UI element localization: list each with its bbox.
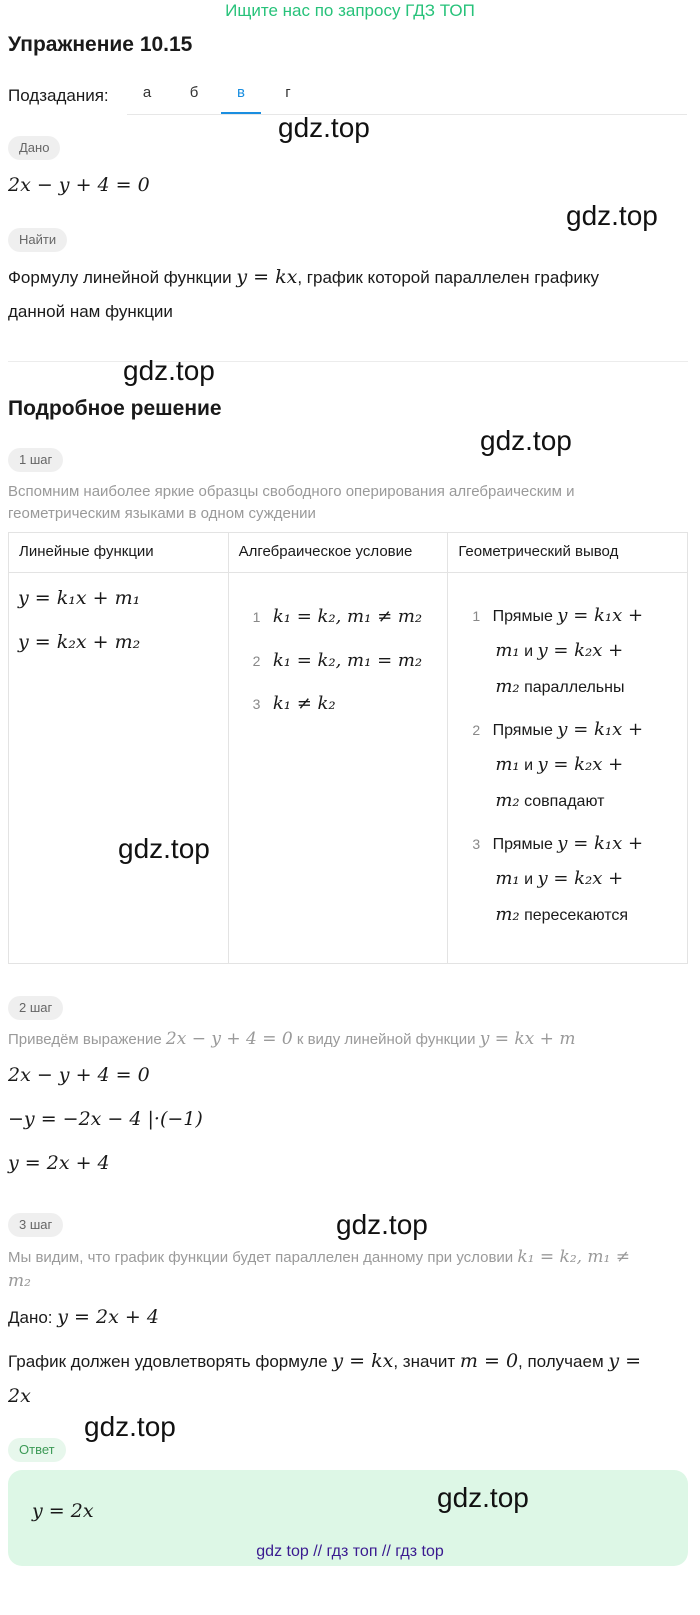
conclusion-m1: m₁ [495,640,520,661]
step2-intro-mid: к виду линейной функции [296,1031,476,1048]
conclusion-and: и [524,643,533,660]
footer-links[interactable]: gdz top // гдз топ // гдз top [256,1543,444,1560]
conclusion-item-line2 [495,640,623,661]
conclusion-item-line2 [495,754,623,775]
conditions-table [8,532,688,964]
conclusion-m1: m₁ [495,868,520,889]
step1-text-line1: Вспомним наиболее яркие образцы свободного оперирования алгебраическим и [8,483,575,500]
condition-item [253,650,423,671]
conclusion-eq2: y = k₂x + [537,868,624,889]
conclusion-and: и [524,871,533,888]
conclusion-word: Прямые [492,722,553,739]
function-2: y = k₂x + m₂ [18,631,141,653]
conclusions-cell [448,573,688,964]
find-text-line2: данной нам функции [8,302,173,321]
conclusion-number: 2 [472,722,481,738]
step2-line: −y = −2x − 4 |·(−1) [8,1108,203,1130]
page-title: Упражнение 10.15 [8,33,193,56]
watermark: gdz.top [480,425,572,456]
watermark: gdz.top [437,1482,529,1513]
tab-v[interactable]: в [221,80,261,114]
step1-badge: 1 шаг [8,448,63,472]
watermark: gdz.top [84,1411,176,1442]
step2-line: 2x − y + 4 = 0 [8,1064,150,1086]
conclusion-result: пересекаются [524,907,629,924]
condition-number: 2 [252,653,261,669]
table-header: Алгебраическое условие [228,533,448,573]
step3-line1-math: k₁ = k₂, m₁ ≠ [517,1247,631,1267]
step1-text-line2: геометрическим языками в одном суждении [8,505,316,522]
step3-line1-pre: Мы видим, что график функции будет параллелен данному при условии [8,1249,514,1266]
conclusion-eq2: y = k₂x + [537,640,624,661]
condition-number: 1 [252,609,261,625]
table-header: Линейные функции [9,533,229,573]
step3-badge: 3 шаг [8,1213,63,1237]
step3-given-label: Дано: [8,1308,53,1327]
conclusion-item-line2 [495,868,623,889]
condition-item [253,693,336,714]
find-text-post: , график которой параллелен графику [297,268,599,287]
step3-req-math4: 2x [8,1385,31,1407]
step3-req-math1: y = kx [332,1350,394,1372]
answer-value: y = 2x [32,1500,94,1522]
given-badge: Дано [8,136,60,160]
step3-line2-math: m₂ [8,1271,31,1291]
top-banner[interactable]: Ищите нас по запросу ГДЗ ТОП [225,1,475,20]
function-1: y = k₁x + m₁ [18,587,141,609]
condition-expr: k₁ = k₂, m₁ ≠ m₂ [272,606,423,627]
functions-cell [9,573,229,964]
watermark: gdz.top [336,1209,428,1240]
step3-requirement [8,1350,641,1372]
step3-req-math3: y = [608,1350,642,1372]
step2-line: y = 2x + 4 [8,1152,110,1174]
find-text-line1 [8,266,599,288]
step3-req-mid2: , получаем [518,1352,604,1371]
conclusion-number: 3 [472,836,481,852]
section-divider [8,361,688,362]
find-text-pre: Формулу линейной функции [8,268,232,287]
step3-line1 [8,1246,630,1269]
watermark: gdz.top [118,833,210,864]
step2-badge: 2 шаг [8,996,63,1020]
conclusion-m1: m₁ [495,754,520,775]
tabs-underline [127,114,687,115]
subtasks-label: Подзадания: [8,86,109,105]
conclusion-eq1: y = k₁x + [557,719,644,740]
condition-number: 3 [252,696,261,712]
step2-intro-pre: Приведём выражение [8,1031,162,1048]
conclusion-item-line3 [495,904,628,925]
step3-req-pre: График должен удовлетворять формуле [8,1352,328,1371]
conclusion-item [472,605,643,626]
conclusion-result: параллельны [524,679,625,696]
conclusion-m2: m₂ [495,676,520,697]
find-math: y = kx [236,266,298,288]
conclusion-item [472,719,643,740]
tab-g[interactable]: г [285,84,291,101]
conclusion-item [472,833,643,854]
conclusion-eq2: y = k₂x + [537,754,624,775]
conclusion-number: 1 [472,608,481,624]
find-badge: Найти [8,228,67,252]
condition-item [253,606,423,627]
conclusion-word: Прямые [492,608,553,625]
conditions-cell [228,573,448,964]
watermark: gdz.top [566,200,658,231]
condition-expr: k₁ ≠ k₂ [272,693,336,714]
conclusion-word: Прямые [492,836,553,853]
step3-given-math: y = 2x + 4 [57,1306,159,1328]
step3-given [8,1306,159,1328]
step2-intro-math1: 2x − y + 4 = 0 [165,1029,293,1049]
table-header: Геометрический вывод [448,533,688,573]
step2-intro-math2: y = kx + m [479,1029,576,1049]
conclusion-item-line3 [495,790,604,811]
conclusion-eq1: y = k₁x + [557,605,644,626]
conclusion-item-line3 [495,676,624,697]
solution-title: Подробное решение [8,397,222,420]
conclusion-and: и [524,757,533,774]
conclusion-result: совпадают [524,793,605,810]
tab-a[interactable]: а [142,84,152,101]
step3-req-mid1: , значит [393,1352,456,1371]
conclusion-eq1: y = k₁x + [557,833,644,854]
conclusion-m2: m₂ [495,790,520,811]
step2-intro [8,1028,575,1051]
given-equation: 2x − y + 4 = 0 [8,174,150,196]
watermark: gdz.top [123,355,215,386]
condition-expr: k₁ = k₂, m₁ = m₂ [272,650,423,671]
step3-req-math2: m = 0 [459,1350,519,1372]
answer-badge: Ответ [8,1438,66,1462]
conclusion-m2: m₂ [495,904,520,925]
tab-b[interactable]: б [189,84,199,101]
watermark: gdz.top [278,112,370,143]
